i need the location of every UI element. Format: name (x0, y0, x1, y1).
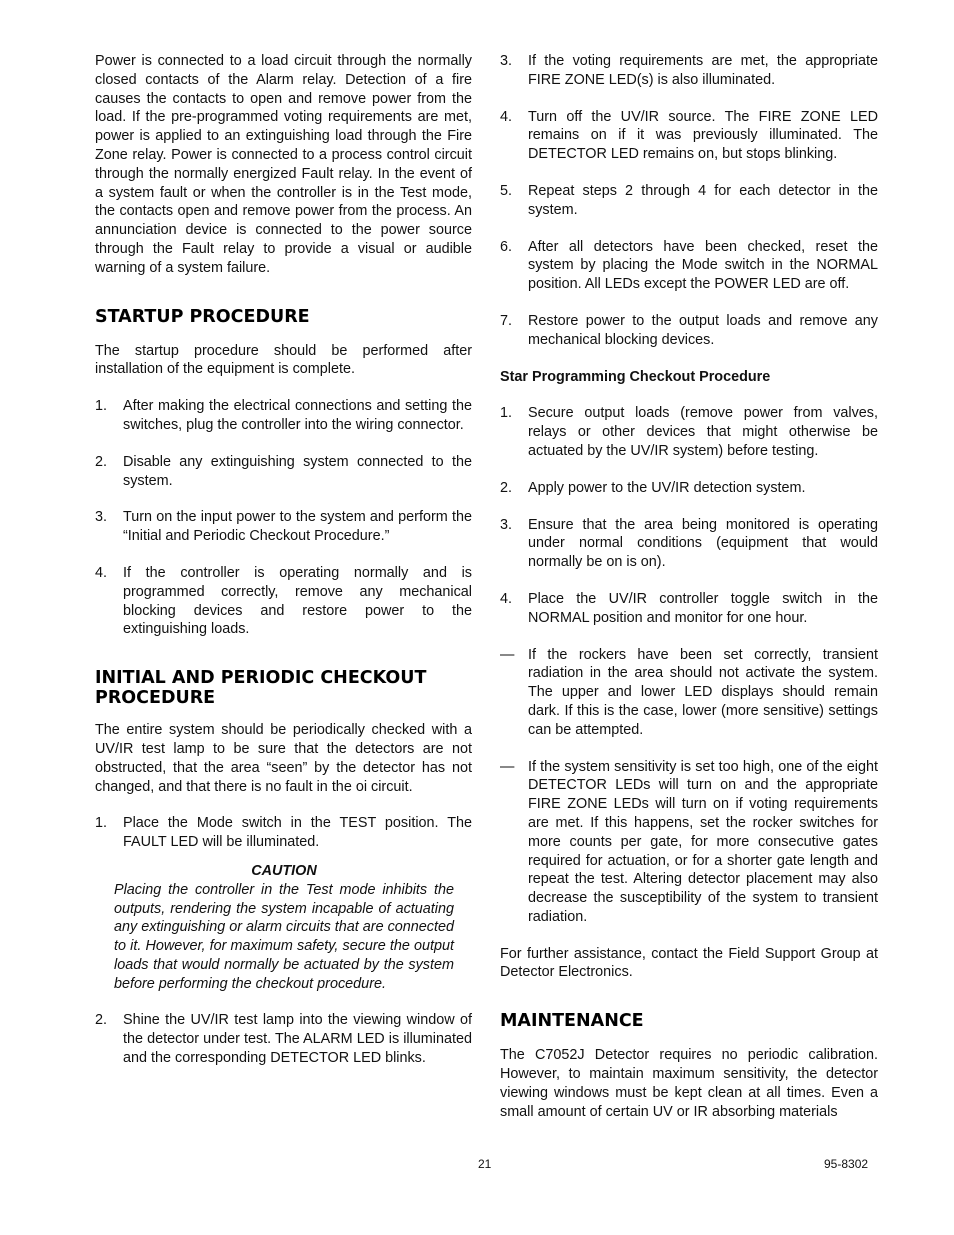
startup-step-4: 4. If the controller is operating normally and is programmed correctly, remove any mechanical blocking devices and restore power to the extinguishing loads. (95, 564, 472, 638)
checkout-step-6: 6. After all detectors have been checked, reset the system by placing the Mode switch in the NORMAL position. All LEDs except the POWER LED are off. (500, 238, 878, 293)
checkout-intro: The entire system should be periodically checked with a UV/IR test lamp to be sure that the detectors are not obstructed, that the area “seen” by the detector has not changed, and that there is no fault in the oi circuit. (95, 722, 472, 795)
checkout-step-5: 5. Repeat steps 2 through 4 for each detector in the system. (500, 182, 878, 218)
checkout-step-4: 4. Turn off the UV/IR source. The FIRE ZONE LED remains on if it was previously illuminated. The DETECTOR LED remains on, but stops blinking. (500, 108, 878, 163)
caution-box (114, 862, 454, 994)
star-step-1: 1. Secure output loads (remove power from valves, relays or other devices that might otherwise be actuated by the UV/IR system) before testing. (500, 405, 878, 459)
document-number: 95-8302 (824, 1157, 869, 1171)
checkout-step-1: 1. Place the Mode switch in the TEST position. The FAULT LED will be illuminated. (95, 815, 472, 851)
maintenance-heading: MAINTENANCE (500, 1011, 644, 1032)
checkout-heading: INITIAL AND PERIODIC CHECKOUT PROCEDURE (95, 668, 427, 709)
intro-paragraph: Power is connected to a load circuit through the normally closed contacts of the Alarm relay. Detection of a fire causes the contacts to open and remove power from the load. If the pre-programmed voting requirements are met, power is applied to an extinguishing load through the Fire Zone relay. Power is connected to a process control circuit through the normally energized Fault relay. In the event of a system fault or when the controller is in the Test mode, the contacts open and remove power from the process. An annunciation device is connected to the power source through the Fault relay to provide a visual or audible warning of a system failure. (95, 53, 472, 276)
startup-step-2: 2. Disable any extinguishing system connected to the system. (95, 453, 472, 489)
star-step-4: 4. Place the UV/IR controller toggle switch in the NORMAL position and monitor for one hour. (500, 590, 878, 626)
star-note-2: — If the system sensitivity is set too high, one of the eight DETECTOR LEDs will turn on and the appropriate FIRE ZONE LEDs will turn on if voting requirements are met. If this happens, set the rocker switches for more counts per gate, for more consecutive gates required for actuation, or for a shorter gate length and repeat the test. Altering detector placement may also decrease the susceptibility of the system to transient radiation. (500, 758, 878, 925)
startup-step-3: 3. Turn on the input power to the system and perform the “Initial and Periodic Checkout Procedure.” (95, 509, 472, 545)
star-heading: Star Programming Checkout Procedure (500, 368, 771, 385)
star-note-1: — If the rockers have been set correctly, transient radiation in the area should not activate the system. The upper and lower LED displays should remain dark. If this is the case, lower (more sensitive) settings can be attempted. (500, 646, 878, 738)
startup-intro: The startup procedure should be performed after installation of the equipment is complete. (95, 342, 472, 378)
startup-heading: STARTUP PROCEDURE (95, 306, 310, 327)
left-column (95, 52, 472, 1068)
checkout-step-3: 3. If the voting requirements are met, the appropriate FIRE ZONE LED(s) is also illuminated. (500, 53, 878, 88)
assistance-paragraph: For further assistance, contact the Field Support Group at Detector Electronics. (500, 945, 878, 981)
right-column (500, 52, 878, 1121)
startup-step-1: 1. After making the electrical connections and setting the switches, plug the controller into the wiring connector. (95, 398, 472, 433)
checkout-step-2: 2. Shine the UV/IR test lamp into the viewing window of the detector under test. The ALARM LED is illuminated and the corresponding DETECTOR LED blinks. (95, 1012, 472, 1067)
page-number: 21 (478, 1157, 492, 1171)
caution-text: Placing the controller in the Test mode inhibits the outputs, rendering the system incapable of actuating any extinguishing or alarm circuits that are connected to it. However, for maximum safety, secure the output loads that would normally be actuated by the system before performing the checkout procedure. (114, 881, 454, 992)
star-step-2: 2. Apply power to the UV/IR detection system. (500, 479, 806, 496)
star-step-3: 3. Ensure that the area being monitored is operating under normal conditions (equipment that would normally be on is on). (500, 516, 878, 571)
caution-title: CAUTION (251, 862, 317, 879)
maintenance-paragraph: The C7052J Detector requires no periodic calibration. However, to maintain maximum sensitivity, the detector viewing windows must be kept clean at all times. Even a small amount of certain UV or IR absorbing materials (500, 1047, 878, 1120)
checkout-step-7: 7. Restore power to the output loads and remove any mechanical blocking devices. (500, 312, 878, 348)
